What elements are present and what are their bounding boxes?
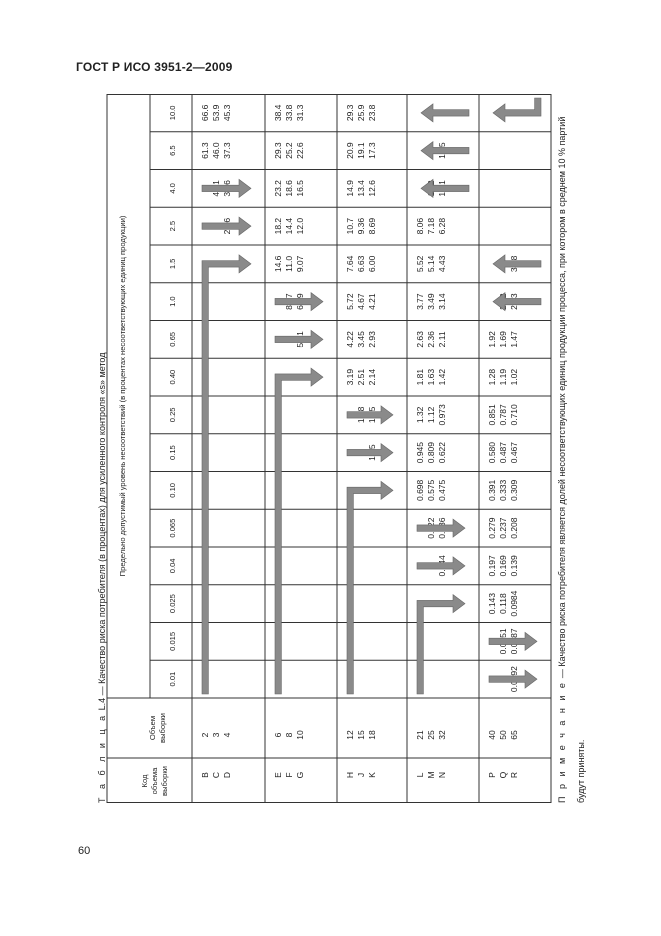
risk-value: 8.69 (367, 217, 377, 235)
risk-value: 4.22 (345, 331, 355, 348)
risk-value: 5.14 (426, 255, 436, 273)
risk-value: 0.467 (509, 441, 519, 464)
risk-value: 6.00 (367, 255, 377, 273)
consumer-risk-table (95, 94, 555, 803)
sample-size: 40 (487, 730, 497, 740)
risk-value: 1.12 (426, 406, 436, 424)
risk-value: 5.52 (415, 255, 425, 273)
risk-value: 10.7 (345, 217, 355, 235)
risk-value: 53.9 (211, 104, 221, 122)
risk-value: 3.45 (356, 331, 366, 348)
table-note (553, 94, 591, 803)
risk-value: 11.0 (284, 255, 294, 272)
risk-value: 0.487 (498, 441, 508, 464)
aql-level-header: 0.025 (168, 594, 177, 614)
risk-value: 16.5 (295, 180, 305, 197)
risk-value: 1.81 (415, 368, 425, 386)
sample-size: 15 (356, 730, 366, 740)
risk-value: 33.8 (284, 104, 294, 122)
sample-size: 25 (426, 730, 436, 740)
risk-value: 3.77 (415, 293, 425, 310)
arrow-up-marker (421, 104, 469, 122)
risk-value: 0.475 (437, 479, 447, 502)
risk-value: 61.3 (200, 142, 210, 159)
sample-size: 10 (295, 730, 305, 740)
risk-value: 2.93 (367, 331, 377, 348)
note-label: П р и м е ч а н и е (557, 680, 567, 803)
risk-value: 2.14 (367, 368, 377, 386)
risk-value: 23.2 (273, 180, 283, 197)
page-number: 60 (78, 845, 91, 857)
risk-value: 22.6 (295, 142, 305, 159)
sample-code: N (437, 771, 447, 779)
aql-level-header: 0.10 (168, 482, 177, 498)
risk-value: 0.333 (498, 479, 508, 502)
risk-value: 1.42 (437, 368, 447, 386)
caption-label: Т а б л и ц а (97, 712, 107, 803)
risk-value: 37.3 (222, 142, 232, 159)
note-text: — Качество риска потребителя является долей несоответствующих единиц продукции процесса, при котором в среднем 10 % партий будут приняты. (557, 116, 586, 803)
col-header-code: объема (150, 767, 159, 795)
risk-value: 0.945 (415, 441, 425, 464)
aql-level-header: 1.5 (168, 258, 177, 270)
risk-value: 25.9 (356, 104, 366, 122)
col-header-code: Код (140, 774, 149, 788)
arrow-down-marker (275, 368, 323, 694)
risk-value: 14.6 (273, 255, 283, 273)
risk-value: 19.1 (356, 142, 366, 159)
risk-value: 31.3 (295, 104, 305, 122)
sample-size: 8 (284, 732, 294, 738)
risk-value: 0.169 (498, 555, 508, 577)
risk-value: 0.580 (487, 441, 497, 464)
sample-size: 6 (273, 732, 283, 738)
sample-size: 3 (211, 732, 221, 738)
aql-level-header: 0.04 (168, 558, 177, 574)
risk-value: 4.21 (367, 293, 377, 310)
risk-value: 3.14 (437, 293, 447, 310)
sample-code: P (487, 772, 497, 778)
risk-value: 0.118 (498, 593, 508, 614)
aql-level-header: 0.40 (168, 369, 177, 385)
sample-code: H (345, 771, 355, 779)
sample-code: R (509, 771, 519, 779)
sample-size: 65 (509, 730, 519, 740)
risk-value: 0.237 (498, 517, 508, 539)
risk-value: 5.72 (345, 293, 355, 310)
sample-code: B (200, 772, 210, 778)
arrow-down-marker (417, 595, 465, 694)
risk-value: 2.11 (437, 331, 447, 348)
aql-level-header: 0.01 (168, 671, 177, 687)
sample-code: D (222, 771, 232, 779)
document-header: ГОСТ Р ИСО 3951-2—2009 (76, 60, 233, 74)
risk-value: 17.3 (367, 142, 377, 159)
risk-value: 0.973 (437, 404, 447, 426)
risk-value: 25.2 (284, 142, 294, 159)
risk-value: 46.0 (211, 142, 221, 159)
risk-value: 1.28 (487, 368, 497, 386)
sample-code: L (415, 772, 425, 778)
risk-value: 66.6 (200, 104, 210, 122)
risk-value: 0.139 (509, 555, 519, 577)
risk-value: 3.19 (345, 368, 355, 386)
aql-level-header: 10.0 (168, 105, 177, 121)
aql-level-header: 0.015 (168, 631, 177, 651)
aql-level-header: 2.5 (168, 220, 177, 232)
aql-level-header: 0.15 (168, 445, 177, 461)
risk-value: 12.6 (367, 180, 377, 197)
risk-value: 0.622 (437, 441, 447, 464)
risk-value: 0.279 (487, 517, 497, 539)
sample-size: 4 (222, 732, 232, 738)
sample-size: 12 (345, 730, 355, 740)
risk-value: 13.4 (356, 180, 366, 197)
risk-value: 1.02 (509, 368, 519, 386)
sample-code: K (367, 772, 377, 778)
aql-level-header: 4.0 (168, 183, 177, 194)
sample-code: C (211, 771, 221, 779)
risk-value: 2.63 (415, 331, 425, 348)
risk-value: 7.64 (345, 255, 355, 273)
col-header-size: выборки (158, 713, 167, 743)
risk-value: 0.851 (487, 404, 497, 426)
risk-value: 6.63 (356, 255, 366, 273)
arrow-down-marker (347, 481, 393, 694)
risk-value: 3.49 (426, 293, 436, 310)
arrow-up-marker (493, 98, 541, 122)
risk-value: 4.67 (356, 293, 366, 310)
sample-size: 2 (200, 732, 210, 738)
risk-value: 29.3 (273, 142, 283, 159)
risk-value: 0.197 (487, 555, 497, 577)
risk-value: 18.6 (284, 180, 294, 197)
sample-size: 32 (437, 730, 447, 740)
risk-value: 23.8 (367, 104, 377, 122)
risk-value: 0.391 (487, 479, 497, 502)
risk-value: 0.787 (498, 404, 508, 426)
risk-value: 1.63 (426, 368, 436, 386)
aql-level-header: 1.0 (168, 296, 177, 307)
risk-value: 0.208 (509, 517, 519, 539)
aql-level-header: 0.065 (168, 518, 177, 538)
risk-value: 1.69 (498, 331, 508, 348)
risk-value: 0.143 (487, 592, 497, 615)
rotated-table-block (95, 94, 589, 803)
aql-level-header: 0.25 (168, 407, 177, 423)
risk-value: 45.3 (222, 104, 232, 122)
risk-value: 0.809 (426, 441, 436, 464)
risk-value: 1.19 (498, 368, 508, 386)
risk-value: 1.32 (415, 406, 425, 424)
risk-value: 4.43 (437, 255, 447, 273)
risk-value: 29.3 (345, 104, 355, 122)
sample-code: Q (498, 771, 508, 779)
risk-value: 2.36 (426, 331, 436, 348)
sample-size: 21 (415, 730, 425, 740)
risk-value: 0.698 (415, 479, 425, 502)
risk-value: 7.18 (426, 217, 436, 235)
risk-value: 0.710 (509, 404, 519, 426)
col-header-size: Объем (148, 715, 157, 741)
risk-value: 0.0984 (509, 590, 519, 617)
sample-size: 50 (498, 730, 508, 740)
caption-text: L.4 — Качество риска потребителя (в процентах) для усиленного контроля «s» метод (97, 352, 107, 711)
sample-code: E (273, 772, 283, 778)
sample-code: M (426, 771, 436, 779)
sample-code: J (356, 772, 366, 778)
aql-level-header: 6.5 (168, 145, 177, 156)
aql-level-header: 0.65 (168, 331, 177, 347)
risk-value: 8.06 (415, 217, 425, 235)
sample-code: G (295, 771, 305, 779)
risk-value: 14.4 (284, 217, 294, 235)
risk-value: 2.51 (356, 368, 366, 386)
risk-value: 14.9 (345, 180, 355, 197)
risk-value: 9.07 (295, 255, 305, 273)
risk-value: 9.36 (356, 217, 366, 235)
risk-value: 0.575 (426, 479, 436, 502)
risk-value: 6.28 (437, 217, 447, 235)
spanner-header: Предельно допустимый уровень несоответствий (в процентах несоответствующих единиц продукции) (118, 215, 127, 577)
sample-size: 18 (367, 730, 377, 740)
sample-code: F (284, 772, 294, 778)
risk-value: 1.92 (487, 331, 497, 348)
risk-value: 0.309 (509, 479, 519, 502)
risk-value: 18.2 (273, 217, 283, 235)
risk-value: 38.4 (273, 104, 283, 122)
col-header-code: выборки (160, 766, 169, 796)
risk-value: 12.0 (295, 217, 305, 235)
risk-value: 20.9 (345, 142, 355, 159)
risk-value: 1.47 (509, 331, 519, 348)
